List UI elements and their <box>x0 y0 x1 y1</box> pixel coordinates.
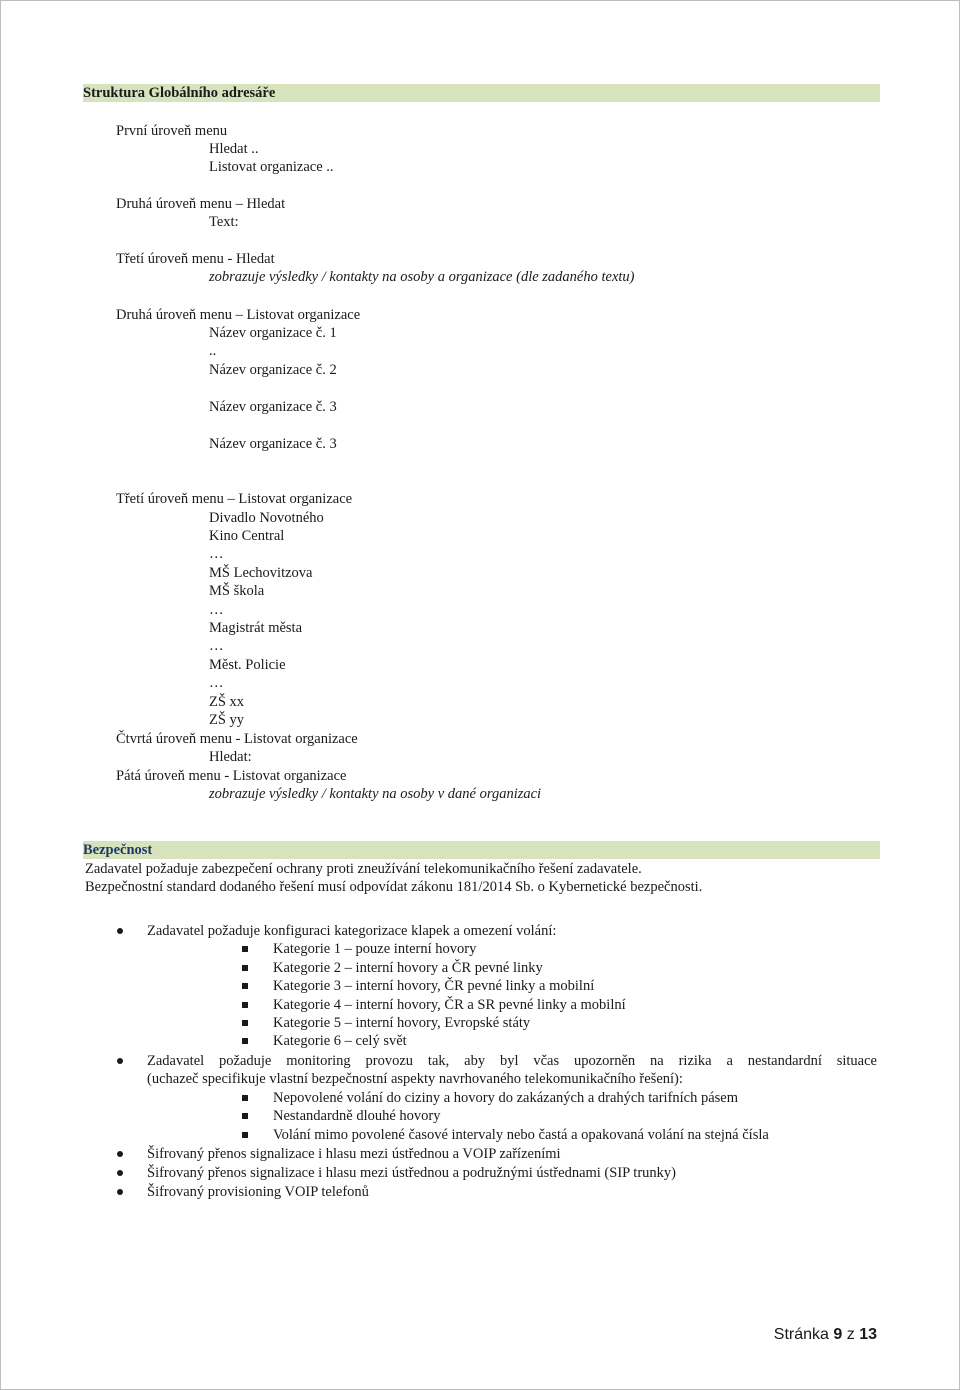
intro-line: Bezpečnostní standard dodaného řešení musí odpovídat zákonu 181/2014 Sb. o Kybernetické bezpečnosti. <box>85 879 703 895</box>
bullet-item-text: Zadavatel požaduje monitoring provozu tak, aby byl včas upozorněn na rizika a nestandardní situace <box>147 1053 877 1069</box>
text-line: Druhá úroveň menu – Hledat <box>116 196 286 212</box>
bullet-item-text: Zadavatel požaduje konfiguraci kategorizace klapek a omezení volání: <box>147 923 557 939</box>
text-line: MŠ Lechovitzova <box>209 565 313 581</box>
square-bullet-icon <box>242 1002 248 1008</box>
footer-separator: z <box>846 1326 855 1343</box>
text-line: První úroveň menu <box>116 123 228 139</box>
monitoring-item: Nepovolené volání do ciziny a hovory do zakázaných a drahých tarifních pásem <box>273 1090 739 1106</box>
category-item: Kategorie 6 – celý svět <box>273 1033 407 1049</box>
text-line: Měst. Policie <box>209 657 286 673</box>
footer-total-pages: 13 <box>859 1326 877 1343</box>
category-item: Kategorie 3 – interní hovory, ČR pevné linky a mobilní <box>273 978 595 994</box>
category-item: Kategorie 2 – interní hovory a ČR pevné linky <box>273 960 543 976</box>
text-line: Magistrát města <box>209 620 303 636</box>
text-line: Listovat organizace .. <box>209 159 334 175</box>
category-item: Kategorie 1 – pouze interní hovory <box>273 941 477 957</box>
text-line: Pátá úroveň menu - Listovat organizace <box>116 768 347 784</box>
text-line: zobrazuje výsledky / kontakty na osoby a organizace (dle zadaného textu) <box>209 269 635 285</box>
intro-line: Zadavatel požaduje zabezpečení ochrany proti zneužívání telekomunikačního řešení zadavatele. <box>85 861 642 877</box>
text-line: MŠ škola <box>209 583 265 599</box>
bullet-icon <box>117 928 123 934</box>
square-bullet-icon <box>242 1113 248 1119</box>
text-line: Kino Central <box>209 528 285 544</box>
text-line: … <box>209 638 224 654</box>
monitoring-item: Nestandardně dlouhé hovory <box>273 1108 441 1124</box>
bullet-icon <box>117 1170 123 1176</box>
bullet-icon <box>117 1189 123 1195</box>
square-bullet-icon <box>242 983 248 989</box>
text-line: Název organizace č. 1 <box>209 325 337 341</box>
text-line: … <box>209 602 224 618</box>
square-bullet-icon <box>242 1020 248 1026</box>
text-line: Název organizace č. 3 <box>209 436 337 452</box>
bullet-item-text-continued: (uchazeč specifikuje vlastní bezpečnostní aspekty navrhovaného telekomunikačního řešení): <box>147 1071 683 1087</box>
text-line: Název organizace č. 2 <box>209 362 337 378</box>
bullet-item-text: Šifrovaný provisioning VOIP telefonů <box>147 1184 369 1200</box>
footer-prefix: Stránka <box>773 1326 829 1343</box>
text-line: Hledat .. <box>209 141 259 157</box>
text-line: … <box>209 546 224 562</box>
square-bullet-icon <box>242 946 248 952</box>
monitoring-item: Volání mimo povolené časové intervaly nebo častá a opakovaná volání na stejná čísla <box>273 1127 769 1143</box>
section-heading-global-directory: Struktura Globálního adresáře <box>83 84 880 102</box>
text-line: Divadlo Novotného <box>209 510 324 526</box>
bullet-icon <box>117 1151 123 1157</box>
text-line: Hledat: <box>209 749 252 765</box>
text-line: Čtvrtá úroveň menu - Listovat organizace <box>116 731 358 747</box>
text-line: Třetí úroveň menu – Listovat organizace <box>116 491 353 507</box>
bullet-item-text: Šifrovaný přenos signalizace i hlasu mezi ústřednou a VOIP zařízeními <box>147 1146 561 1162</box>
category-item: Kategorie 4 – interní hovory, ČR a SR pevné linky a mobilní <box>273 997 626 1013</box>
square-bullet-icon <box>242 1132 248 1138</box>
text-line: ZŠ yy <box>209 712 245 728</box>
text-line: Třetí úroveň menu - Hledat <box>116 251 275 267</box>
square-bullet-icon <box>242 965 248 971</box>
square-bullet-icon <box>242 1038 248 1044</box>
page-footer <box>774 1326 877 1344</box>
bullet-item-text: Šifrovaný přenos signalizace i hlasu mezi ústřednou a podružnými ústřednami (SIP trunky) <box>147 1165 676 1181</box>
square-bullet-icon <box>242 1095 248 1101</box>
text-line: Druhá úroveň menu – Listovat organizace <box>116 307 361 323</box>
category-item: Kategorie 5 – interní hovory, Evropské státy <box>273 1015 531 1031</box>
footer-page-number: 9 <box>833 1326 843 1343</box>
text-line: … <box>209 675 224 691</box>
text-line: Text: <box>209 214 239 230</box>
text-line: zobrazuje výsledky / kontakty na osoby v dané organizaci <box>209 786 542 802</box>
text-line: .. <box>209 343 217 359</box>
text-line: ZŠ xx <box>209 694 245 710</box>
section-heading-security: Bezpečnost <box>83 841 880 859</box>
text-line: Název organizace č. 3 <box>209 399 337 415</box>
bullet-icon <box>117 1058 123 1064</box>
